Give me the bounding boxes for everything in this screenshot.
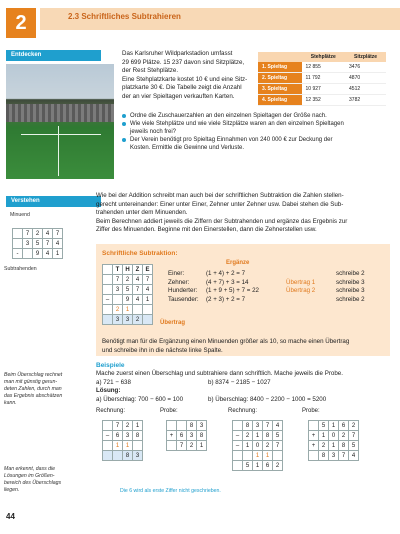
box-subtitle: Ergänze bbox=[226, 260, 250, 266]
verstehen-tag: Verstehen bbox=[6, 196, 101, 207]
entdecken-tag: Entdecken bbox=[6, 50, 101, 61]
b-probe-grid: 5 1 6 2 + 1 0 2 7 + 2 1 8 5 8 3 7 4 bbox=[308, 420, 359, 461]
beispiele-intro: Mache zuerst einen Überschlag und subtrahiere dann schriftlich. Mache jeweils die Probe. a) 721 − 638 b) 8374 − 2185 − 1027 Lösung: a) Überschlag: 700 − 600 = 100 b) Überschlag: 8400 − 2200 − 1000 = 5200 bbox=[96, 370, 343, 403]
probe-a-label: Probe: bbox=[160, 408, 178, 414]
a-probe-grid: 8 3 + 6 3 8 7 2 1 bbox=[166, 420, 207, 451]
chapter-number: 2 bbox=[6, 8, 36, 38]
rechnung-b-label: Rechnung: bbox=[228, 408, 258, 414]
minuend-label: Minuend bbox=[10, 212, 30, 218]
box-grid: T H Z E 7 2 4 7 3 5 7 4 – 9 4 1 2 1 3 3 2 bbox=[102, 264, 153, 325]
spieltag-table: Stehplätze Sitzplätze 1. Spieltag 12 855 3476 2. Spieltag 11 792 4870 3. Spieltag 10 927 4512 4. Spieltag 12 352 3782 bbox=[258, 52, 386, 106]
entdecken-text: Das Karlsruher Wildparkstadion umfasst 29 699 Plätze. 15 237 davon sind Sitzplätze, der Rest Stehplätze. Eine Stehplatzkarte kostet 10 € und eine Sitz- platzkarte 30 €. Die Tabelle zeigt die Anzahl der an vier Spieltagen verkauften Karten. bbox=[122, 50, 248, 100]
box-title: Schriftliche Subtraktion: bbox=[102, 250, 178, 257]
stadium-photo bbox=[6, 64, 114, 179]
side-note-2: Man erkennt, dass die Lösungen im Größen- bereich des Überschlags liegen. bbox=[4, 466, 62, 493]
side-note-1: Beim Überschlag rechnet man mit günstig gerun- deten Zahlen, durch man das Ergebnis abschätzen kann. bbox=[4, 372, 63, 406]
footnote: Die 6 wird als erste Ziffer nicht geschrieben. bbox=[120, 488, 221, 494]
rechnung-a-label: Rechnung: bbox=[96, 408, 126, 414]
verstehen-text: Wie bei der Addition schreibt man auch bei der schriftlichen Subtraktion die Zahlen stellen- gerecht untereinander: Einer unter Einer, Zehner unter Zehner usw. Dabei stehen die Sub- trahenden unter dem Minuenden. Beim Berechnen addiert jeweils die Ziffern der Subtrahenden und ergänze das Ergebnis zur Ziffer des Minuenden. Beginne mit den Einerstellen, dann die Zehnerstellen usw. bbox=[96, 192, 348, 234]
uebertrag-label: Übertrag bbox=[160, 320, 186, 326]
subtrahend-label: Subtrahenden bbox=[4, 266, 37, 272]
entdecken-bullets: Ordne die Zuschauerzahlen an den einzelnen Spieltagen der Größe nach. Wie viele Stehplätze und wie viele Sitzplätze waren an den einzelnen Spieltagen jeweils noch frei? Der Verein benötigt pro Spieltag Einnahmen von 240 000 € zur Deckung der Kosten. Ermittle die Gewinne und Verluste. bbox=[122, 112, 392, 152]
box-note: Benötigt man für die Ergänzung einen Minuenden größer als 10, so mache einen Übertrag und schreibe ihn in die nächste linke Spalte. bbox=[102, 338, 350, 354]
subtraction-box bbox=[96, 244, 390, 356]
section-title: 2.3 Schriftliches Subtrahieren bbox=[68, 12, 181, 21]
probe-b-label: Probe: bbox=[302, 408, 320, 414]
page-number: 44 bbox=[6, 512, 15, 521]
beispiele-heading: Beispiele bbox=[96, 362, 125, 369]
a-rechnung-grid: 7 2 1 – 6 3 8 1 1 8 3 bbox=[102, 420, 143, 461]
box-steps: Einer: (1 + 4) + 2 = 7 schreibe 2 Zehner: (4 + 7) + 3 = 14 Übertrag 1 schreibe 3 Hunderter: (1 + 9 + 5) + 7 = 22 Übertrag 2 schreibe 3 Tausender: (2 + 3) + 2 = 7 schreibe 2 bbox=[168, 270, 365, 303]
b-rechnung-grid: 8 3 7 4 – 2 1 8 5 – 1 0 2 7 1 1 5 1 6 2 bbox=[232, 420, 283, 471]
small-grid: 7 2 4 7 3 5 7 4 - 9 4 1 bbox=[12, 228, 63, 259]
